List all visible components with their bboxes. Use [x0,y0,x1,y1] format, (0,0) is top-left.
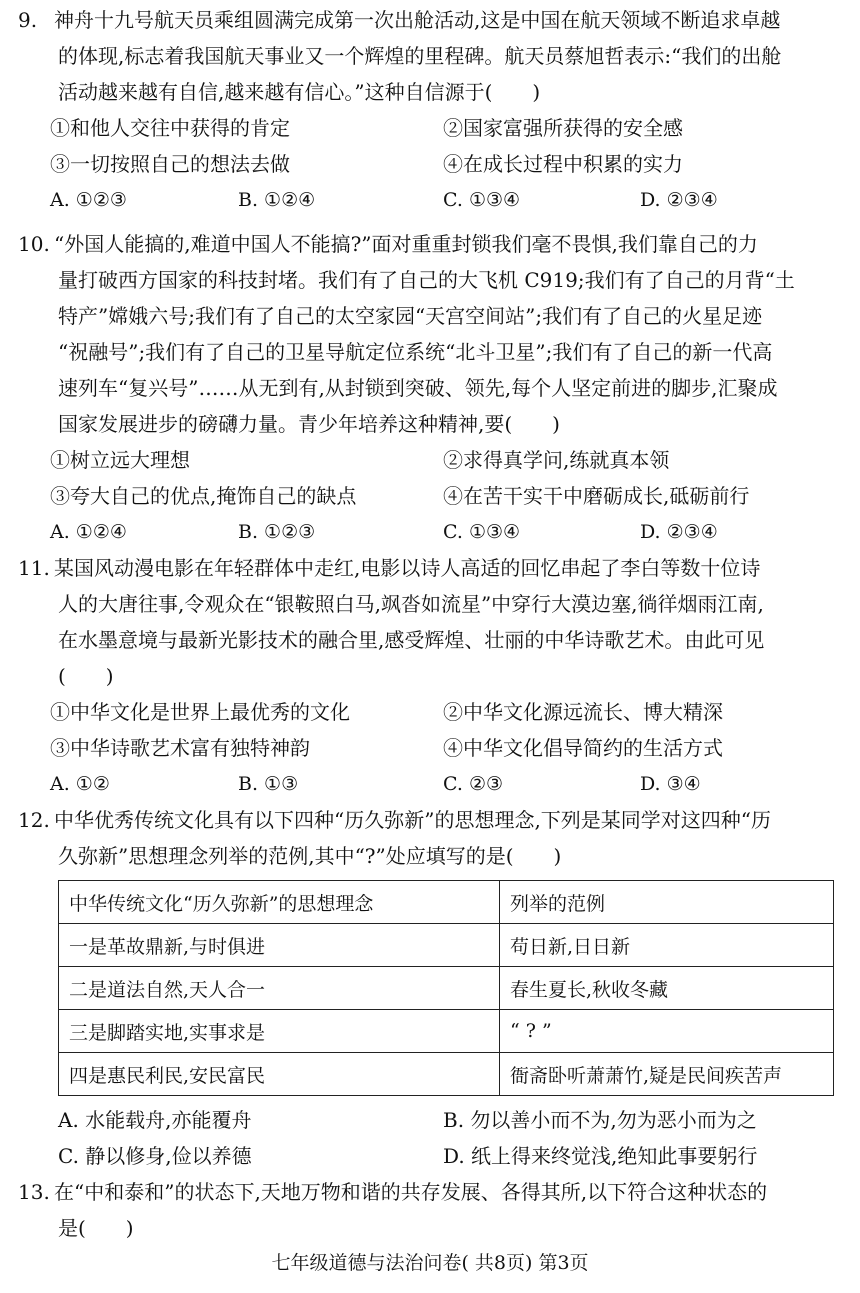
choice-d: D. ③④ [640,773,701,795]
question-number: 12. [18,808,50,832]
statement-row [18,146,842,182]
question-number: 9. [18,8,38,32]
question-stem: 13. 在“中和泰和”的状态下,天地万物和谐的共存发展、各得其所,以下符合这种状态的 是( ) [18,1174,842,1246]
choice-row [18,1102,842,1138]
choice-a: A. ①②④ [50,521,127,543]
choice-b: B. ①②③ [238,521,316,543]
statement: ③一切按照自己的想法去做 [50,152,290,176]
statement: ③夸大自己的优点,掩饰自己的缺点 [50,484,357,508]
table-row [59,967,834,1010]
question-12-choices [18,1102,842,1174]
choice-c: C. ②③ [443,773,504,795]
statement: ①和他人交往中获得的肯定 [50,116,290,140]
question-13 [18,1174,842,1246]
table-header-row [59,881,834,924]
table-cell: 一是革故鼎新,与时俱进 [59,924,500,967]
table-cell: 四是惠民利民,安民富民 [59,1053,500,1096]
statement: ④在成长过程中积累的实力 [443,152,683,176]
statement: ③中华诗歌艺术富有独特神韵 [50,736,310,760]
question-11 [18,550,842,802]
choice-row [18,514,842,550]
statement: ①中华文化是世界上最优秀的文化 [50,700,350,724]
reference-table [58,880,834,1096]
choice-c: C. ①③④ [443,189,521,211]
choice-d: D. ②③④ [640,189,718,211]
table-cell: 苟日新,日日新 [500,924,834,967]
choice-b: B. ①②④ [238,189,316,211]
table-cell: 衙斋卧听萧萧竹,疑是民间疾苦声 [500,1053,834,1096]
choice-c: C. 静以修身,俭以养德 [58,1144,252,1168]
statement-row [18,730,842,766]
statement-row [18,442,842,478]
choice-c: C. ①③④ [443,521,521,543]
table-row [59,924,834,967]
statement: ②国家富强所获得的安全感 [443,116,683,140]
table-cell: 二是道法自然,天人合一 [59,967,500,1010]
page-footer: 七年级道德与法治问卷( 共8页) 第3页 [271,1252,589,1274]
choice-a: A. ①② [50,773,110,795]
choice-b: B. 勿以善小而不为,勿为恶小而为之 [443,1108,757,1132]
question-number: 13. [18,1180,50,1204]
table-header-cell: 中华传统文化“历久弥新”的思想理念 [59,881,500,924]
statement: ②求得真学问,练就真本领 [443,448,670,472]
table-cell: 三是脚踏实地,实事求是 [59,1010,500,1053]
choice-a: A. ①②③ [50,189,127,211]
choice-a: A. 水能载舟,亦能覆舟 [58,1108,252,1132]
question-10 [18,226,842,550]
choice-row [18,1138,842,1174]
choice-b: B. ①③ [238,773,299,795]
question-stem: 12. 中华优秀传统文化具有以下四种“历久弥新”的思想理念,下列是某同学对这四种“历 久弥新”思想理念列举的范例,其中“?”处应填写的是( ) [18,802,842,874]
question-stem: 10. “外国人能搞的,难道中国人不能搞?”面对重重封锁我们毫不畏惧,我们靠自己的力 量打破西方国家的科技封堵。我们有了自己的大飞机 C919;我们有了自己的月背“土 特产”嫦娥六号;我们有了自己的太空家园“天宫空间站”;我们有了自己的火星足迹 “祝融号”;我们有了自己的卫星导航定位系统“北斗卫星”;我们有了自己的新一代高 速列车“复兴号”……从无到有,从封锁到突破、领先,每个人坚定前进的脚步,汇聚成 国家发展进步的磅礴力量。青少年培养这种精神,要( ) [18,226,842,442]
table-cell: “ ? ” [500,1010,834,1053]
statement: ②中华文化源远流长、博大精深 [443,700,723,724]
table-row [59,1010,834,1053]
table-cell: 春生夏长,秋收冬藏 [500,967,834,1010]
question-number: 10. [18,232,50,256]
choice-row [18,766,842,802]
choice-d: D. 纸上得来终觉浅,绝知此事要躬行 [443,1144,758,1168]
question-12 [18,802,842,874]
choice-row [18,182,842,218]
question-number: 11. [18,556,50,580]
statement: ④在苦干实干中磨砺成长,砥砺前行 [443,484,750,508]
table-row [59,1053,834,1096]
statement-row [18,694,842,730]
statement-row [18,478,842,514]
question-stem: 11. 某国风动漫电影在年轻群体中走红,电影以诗人高适的回忆串起了李白等数十位诗 人的大唐往事,令观众在“银鞍照白马,飒沓如流星”中穿行大漠边塞,徜徉烟雨江南, 在水墨意境与最新光影技术的融合里,感受辉煌、壮丽的中华诗歌艺术。由此可见 ( ) [18,550,842,694]
statement: ④中华文化倡导简约的生活方式 [443,736,723,760]
question-stem: 9. 神舟十九号航天员乘组圆满完成第一次出舱活动,这是中国在航天领域不断追求卓越 的体现,标志着我国航天事业又一个辉煌的里程碑。航天员蔡旭哲表示:“我们的出舱 活动越来越有自信,越来越有信心。”这种自信源于( ) [18,2,842,110]
choice-d: D. ②③④ [640,521,718,543]
question-9 [18,2,842,218]
statement-row [18,110,842,146]
statement: ①树立远大理想 [50,448,190,472]
table-header-cell: 列举的范例 [500,881,834,924]
